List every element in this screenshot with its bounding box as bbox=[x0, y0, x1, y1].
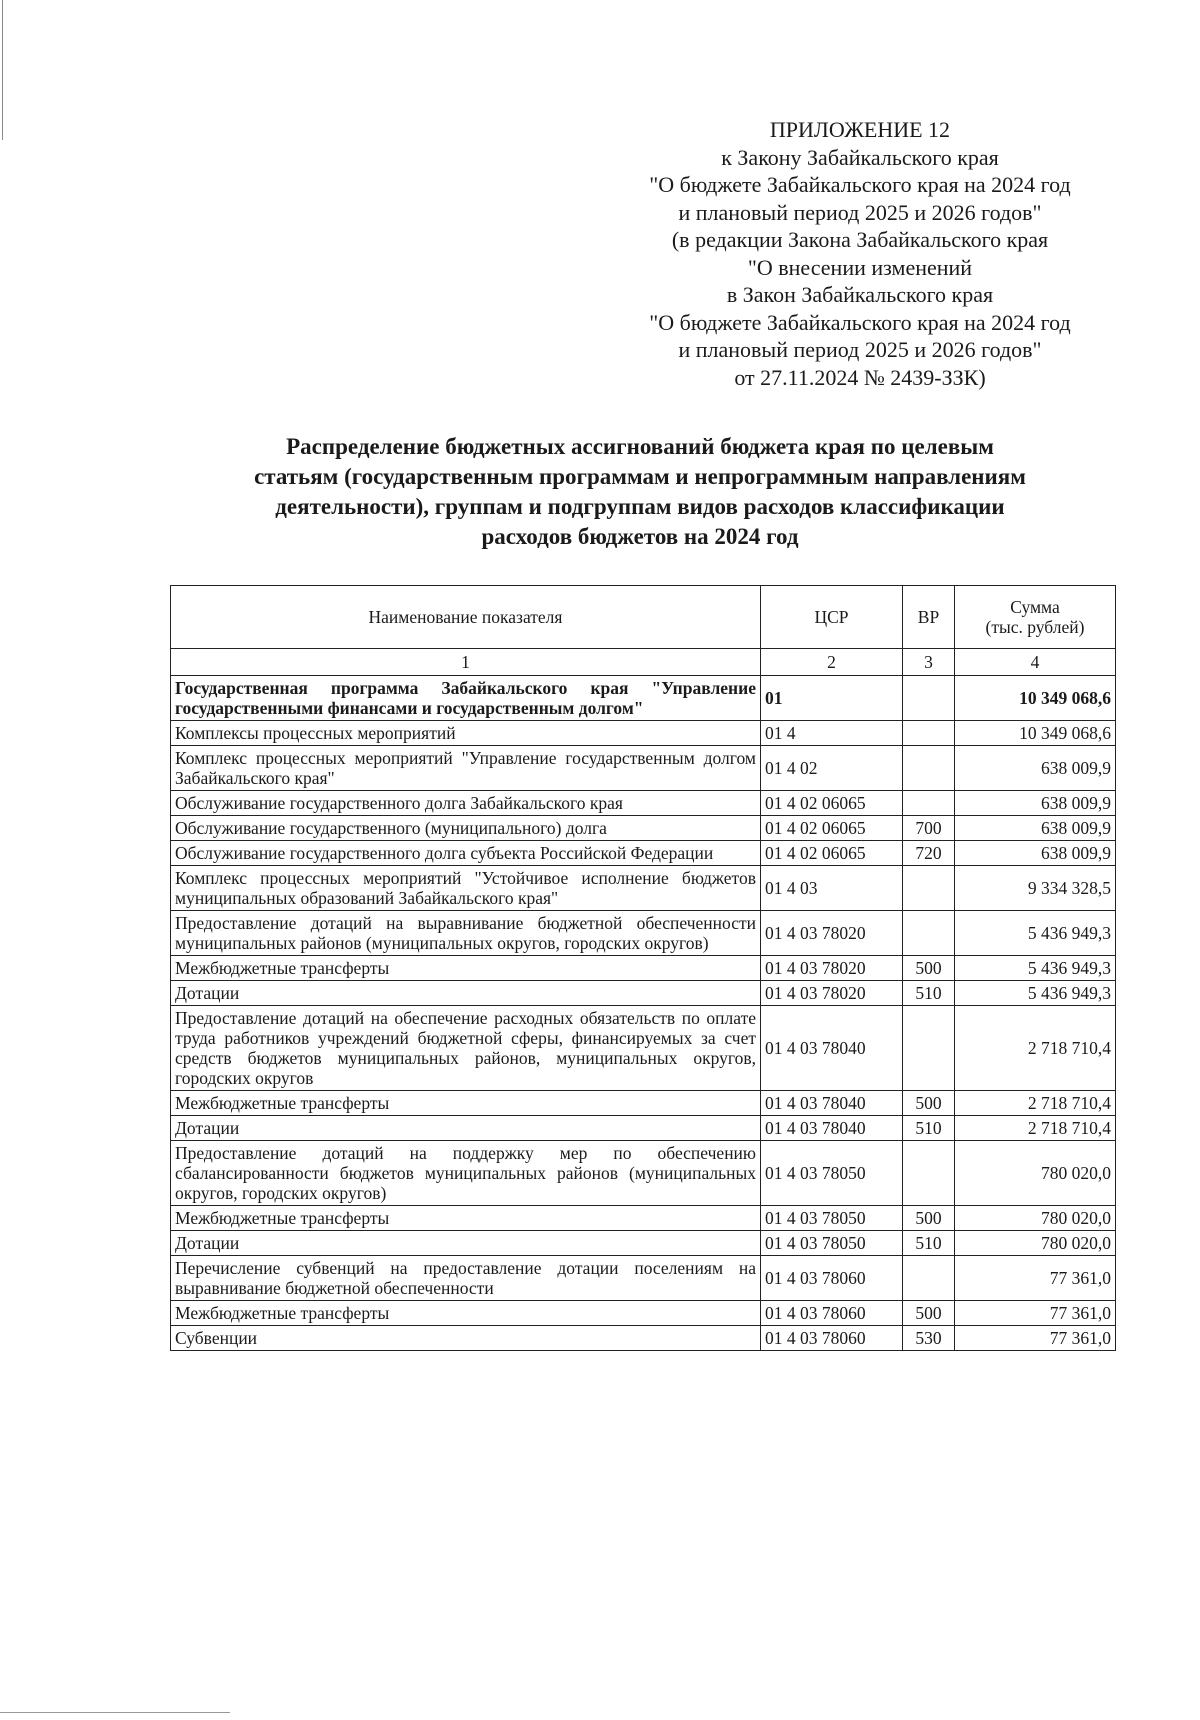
row-csr: 01 4 03 78020 bbox=[761, 911, 903, 956]
scan-edge-bottom bbox=[0, 1712, 230, 1713]
row-sum: 10 349 068,6 bbox=[955, 676, 1116, 721]
row-csr: 01 4 02 06065 bbox=[761, 841, 903, 866]
table-row bbox=[171, 1006, 1116, 1091]
row-sum: 638 009,9 bbox=[955, 746, 1116, 791]
row-vr: 500 bbox=[903, 1206, 955, 1231]
row-sum: 638 009,9 bbox=[955, 841, 1116, 866]
table-row bbox=[171, 956, 1116, 981]
row-csr: 01 4 03 78060 bbox=[761, 1326, 903, 1351]
table-row bbox=[171, 1116, 1116, 1141]
row-vr bbox=[903, 721, 955, 746]
row-vr bbox=[903, 746, 955, 791]
row-csr: 01 4 02 06065 bbox=[761, 791, 903, 816]
row-vr: 510 bbox=[903, 1231, 955, 1256]
table-row bbox=[171, 866, 1116, 911]
scan-edge-left bbox=[2, 0, 3, 140]
row-sum: 638 009,9 bbox=[955, 791, 1116, 816]
row-sum: 638 009,9 bbox=[955, 816, 1116, 841]
row-csr: 01 4 03 78020 bbox=[761, 981, 903, 1006]
row-vr: 500 bbox=[903, 1091, 955, 1116]
row-name: Предоставление дотаций на поддержку мер по обеспечению сбалансированности бюджетов муниципальных районов (муниципальных округов, городских округов) bbox=[171, 1141, 761, 1206]
table-row bbox=[171, 1231, 1116, 1256]
row-name: Межбюджетные трансферты bbox=[171, 1301, 761, 1326]
table-row bbox=[171, 1091, 1116, 1116]
table-row bbox=[171, 981, 1116, 1006]
appendix-header bbox=[600, 116, 1120, 391]
header-line: "О бюджете Забайкальского края на 2024 год bbox=[649, 172, 1071, 197]
row-csr: 01 4 03 78020 bbox=[761, 956, 903, 981]
header-sum-unit: (тыс. рублей) bbox=[985, 617, 1085, 637]
row-name: Дотации bbox=[171, 1231, 761, 1256]
row-name: Комплексы процессных мероприятий bbox=[171, 721, 761, 746]
table-row bbox=[171, 816, 1116, 841]
header-name: Наименование показателя bbox=[171, 586, 761, 649]
column-number-row bbox=[171, 649, 1116, 676]
row-vr bbox=[903, 911, 955, 956]
table-row bbox=[171, 721, 1116, 746]
row-name: Обслуживание государственного долга субъекта Российской Федерации bbox=[171, 841, 761, 866]
title-line: статьям (государственным программам и непрограммным направлениям bbox=[254, 464, 1026, 489]
title-line: деятельности), группам и подгруппам видов расходов классификации bbox=[275, 494, 1005, 519]
row-name: Комплекс процессных мероприятий "Управление государственным долгом Забайкальского края" bbox=[171, 746, 761, 791]
row-sum: 5 436 949,3 bbox=[955, 956, 1116, 981]
row-csr: 01 4 03 bbox=[761, 866, 903, 911]
row-vr: 720 bbox=[903, 841, 955, 866]
row-sum: 77 361,0 bbox=[955, 1256, 1116, 1301]
row-name: Межбюджетные трансферты bbox=[171, 1206, 761, 1231]
row-vr: 510 bbox=[903, 1116, 955, 1141]
title-line: Распределение бюджетных ассигнований бюджета края по целевым bbox=[286, 434, 994, 459]
row-name: Государственная программа Забайкальского края "Управление государственными финансами и государственным долгом" bbox=[171, 676, 761, 721]
row-sum: 2 718 710,4 bbox=[955, 1006, 1116, 1091]
column-number: 1 bbox=[171, 649, 761, 676]
budget-table bbox=[170, 585, 1116, 1351]
table-row bbox=[171, 1256, 1116, 1301]
row-vr: 700 bbox=[903, 816, 955, 841]
row-name: Обслуживание государственного (муниципального) долга bbox=[171, 816, 761, 841]
row-csr: 01 4 03 78060 bbox=[761, 1256, 903, 1301]
row-sum: 77 361,0 bbox=[955, 1326, 1116, 1351]
row-name: Перечисление субвенций на предоставление дотации поселениям на выравнивание бюджетной обеспеченности bbox=[171, 1256, 761, 1301]
document-title bbox=[170, 432, 1110, 552]
table-row bbox=[171, 746, 1116, 791]
header-line: и плановый период 2025 и 2026 годов" bbox=[678, 199, 1042, 225]
row-name: Комплекс процессных мероприятий "Устойчивое исполнение бюджетов муниципальных образований Забайкальского края" bbox=[171, 866, 761, 911]
row-vr: 530 bbox=[903, 1326, 955, 1351]
header-vr: ВР bbox=[903, 586, 955, 649]
table-row bbox=[171, 676, 1116, 721]
table-row bbox=[171, 841, 1116, 866]
row-name: Обслуживание государственного долга Забайкальского края bbox=[171, 791, 761, 816]
row-csr: 01 4 03 78060 bbox=[761, 1301, 903, 1326]
row-vr bbox=[903, 1256, 955, 1301]
row-sum: 780 020,0 bbox=[955, 1231, 1116, 1256]
header-csr: ЦСР bbox=[761, 586, 903, 649]
row-name: Межбюджетные трансферты bbox=[171, 956, 761, 981]
header-line: и плановый период 2025 и 2026 годов" bbox=[678, 337, 1042, 362]
row-vr bbox=[903, 791, 955, 816]
column-number: 3 bbox=[903, 649, 955, 676]
row-name: Дотации bbox=[171, 1116, 761, 1141]
table-row bbox=[171, 1326, 1116, 1351]
table-header-row bbox=[171, 586, 1116, 649]
row-sum: 2 718 710,4 bbox=[955, 1116, 1116, 1141]
row-csr: 01 4 03 78040 bbox=[761, 1091, 903, 1116]
row-sum: 780 020,0 bbox=[955, 1206, 1116, 1231]
row-csr: 01 4 03 78050 bbox=[761, 1206, 903, 1231]
row-vr bbox=[903, 1006, 955, 1091]
row-csr: 01 4 03 78040 bbox=[761, 1116, 903, 1141]
row-sum: 780 020,0 bbox=[955, 1141, 1116, 1206]
row-sum: 9 334 328,5 bbox=[955, 866, 1116, 911]
row-name: Предоставление дотаций на обеспечение расходных обязательств по оплате труда работников учреждений бюджетной сферы, финансируемых за счет средств бюджетов муниципальных районов, муниципальных округов, городских округов bbox=[171, 1006, 761, 1091]
row-vr bbox=[903, 866, 955, 911]
row-vr bbox=[903, 1141, 955, 1206]
row-csr: 01 4 03 78040 bbox=[761, 1006, 903, 1091]
header-sum-title: Сумма bbox=[1010, 597, 1060, 617]
row-name: Субвенции bbox=[171, 1326, 761, 1351]
row-name: Дотации bbox=[171, 981, 761, 1006]
header-line: к Закону Забайкальского края bbox=[721, 144, 999, 170]
row-csr: 01 4 03 78050 bbox=[761, 1141, 903, 1206]
row-csr: 01 4 02 06065 bbox=[761, 816, 903, 841]
row-vr: 510 bbox=[903, 981, 955, 1006]
row-sum: 10 349 068,6 bbox=[955, 721, 1116, 746]
row-sum: 2 718 710,4 bbox=[955, 1091, 1116, 1116]
table-body bbox=[171, 676, 1116, 1351]
row-name: Межбюджетные трансферты bbox=[171, 1091, 761, 1116]
header-line: от 27.11.2024 № 2439-ЗЗК) bbox=[734, 364, 986, 390]
header-line: "О бюджете Забайкальского края на 2024 год bbox=[649, 309, 1071, 335]
row-name: Предоставление дотаций на выравнивание бюджетной обеспеченности муниципальных районов (муниципальных округов, городских округов) bbox=[171, 911, 761, 956]
row-csr: 01 4 03 78050 bbox=[761, 1231, 903, 1256]
row-sum: 5 436 949,3 bbox=[955, 981, 1116, 1006]
header-line: ПРИЛОЖЕНИЕ 12 bbox=[769, 117, 951, 142]
table-row bbox=[171, 911, 1116, 956]
table-row bbox=[171, 1206, 1116, 1231]
table-row bbox=[171, 1301, 1116, 1326]
header-line: "О внесении изменений bbox=[747, 254, 973, 280]
column-number: 4 bbox=[955, 649, 1116, 676]
row-vr bbox=[903, 676, 955, 721]
row-csr: 01 bbox=[761, 676, 903, 721]
row-csr: 01 4 02 bbox=[761, 746, 903, 791]
title-line: расходов бюджетов на 2024 год bbox=[481, 524, 799, 549]
row-vr: 500 bbox=[903, 1301, 955, 1326]
header-sum bbox=[955, 586, 1116, 649]
table-row bbox=[171, 1141, 1116, 1206]
row-sum: 77 361,0 bbox=[955, 1301, 1116, 1326]
row-sum: 5 436 949,3 bbox=[955, 911, 1116, 956]
header-line: (в редакции Закона Забайкальского края bbox=[671, 227, 1049, 252]
row-csr: 01 4 bbox=[761, 721, 903, 746]
header-line: в Закон Забайкальского края bbox=[726, 282, 994, 307]
column-number: 2 bbox=[761, 649, 903, 676]
table-row bbox=[171, 791, 1116, 816]
row-vr: 500 bbox=[903, 956, 955, 981]
